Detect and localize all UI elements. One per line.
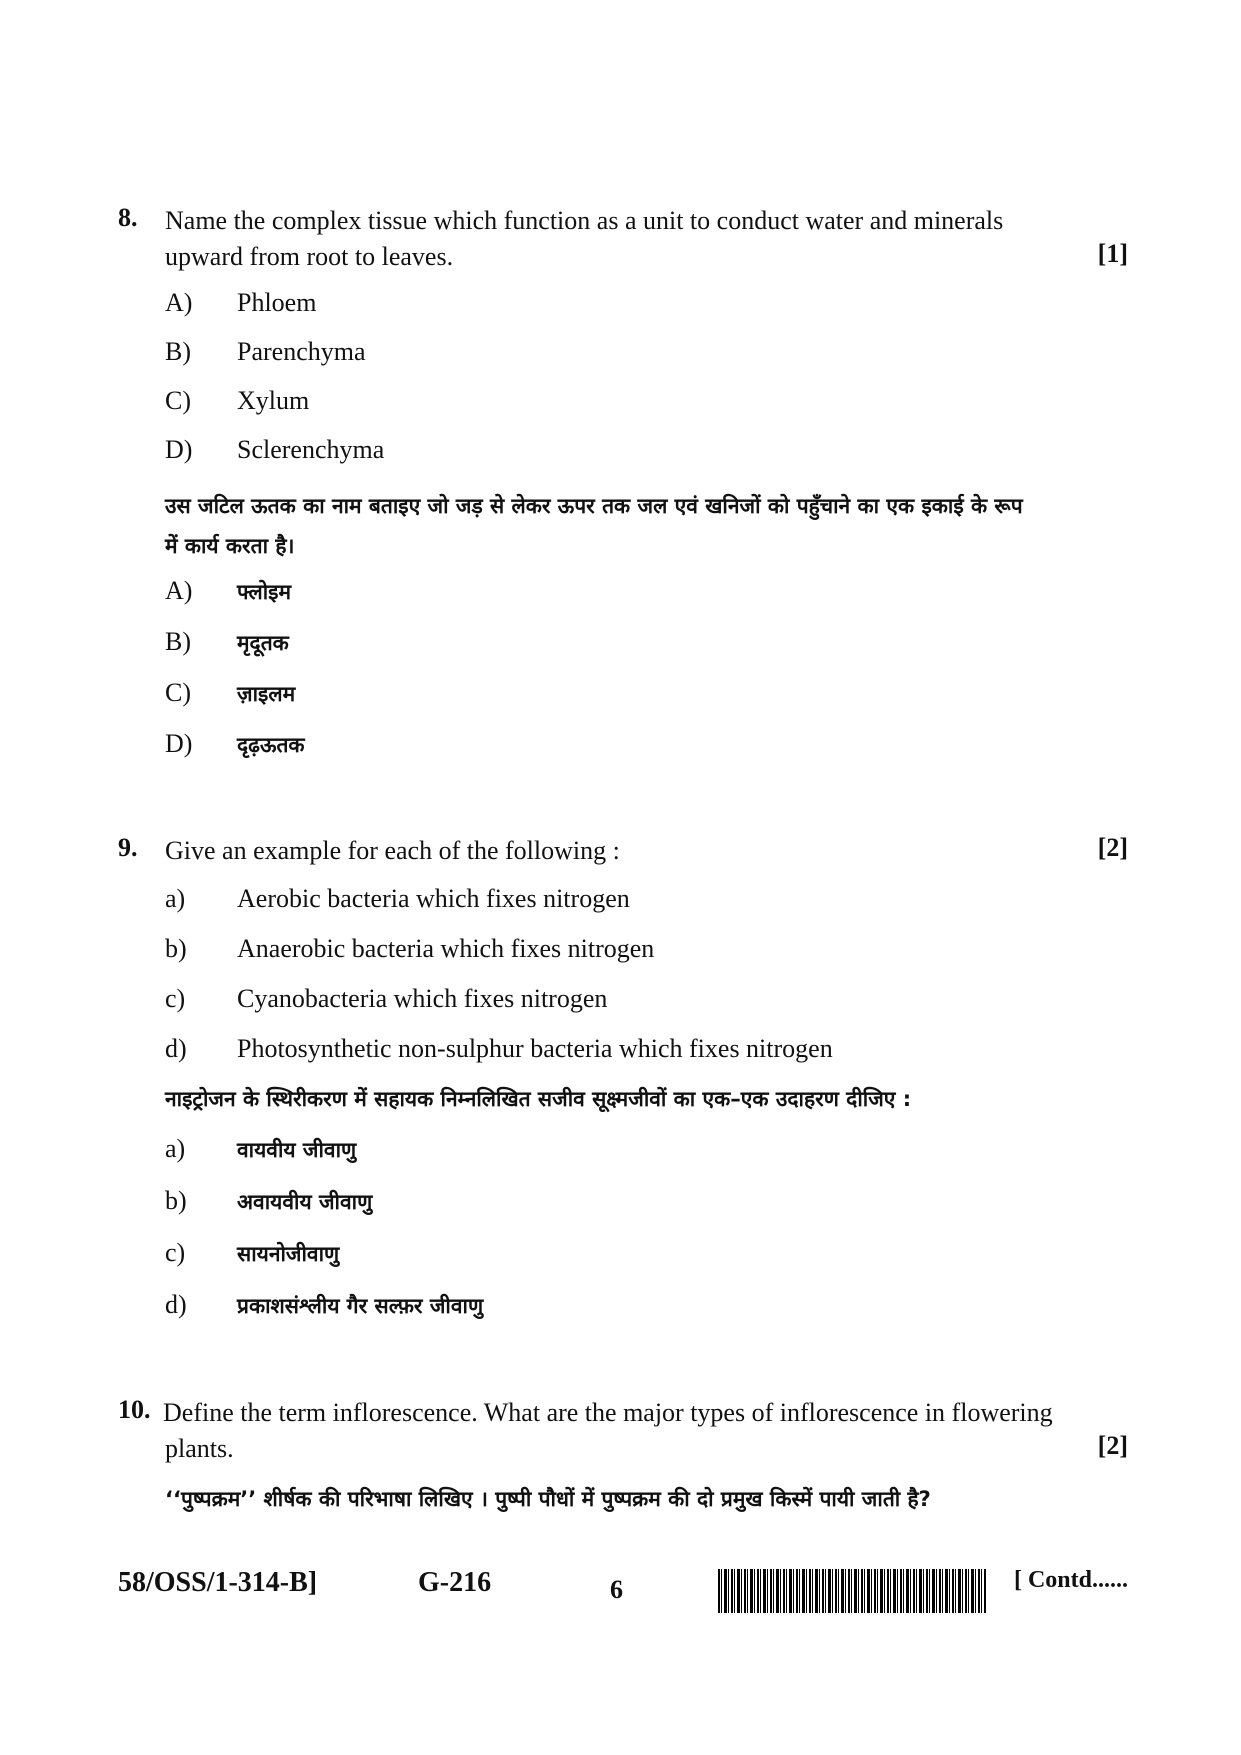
option-en-d: d) Photosynthetic non-sulphur bacteria which fixes nitrogen — [165, 1034, 833, 1063]
question-text-hindi: ‘‘पुष्पक्रम’’ शीर्षक की परिभाषा लिखिए । पुष्पी पौधों में पुष्पक्रम की दो प्रमुख किस्में पायी जाती है? — [165, 1487, 931, 1511]
question-number: 10. — [118, 1395, 151, 1424]
question-number: 8. — [118, 203, 138, 232]
option-en-b: b) Anaerobic bacteria which fixes nitrogen — [165, 934, 655, 963]
option-en-c: c) Cyanobacteria which fixes nitrogen — [165, 984, 608, 1013]
marks: [1] — [1097, 239, 1128, 268]
option-en-a: a) Aerobic bacteria which fixes nitrogen — [165, 884, 630, 913]
option-hi-d: D) दृढ़ऊतक — [165, 729, 305, 758]
option-hi-a: A) फ्लोइम — [165, 576, 292, 605]
series-code: G-216 — [418, 1567, 492, 1598]
question-text-hindi: नाइट्रोजन के स्थिरीकरण में सहायक निम्नलिखित सजीव सूक्ष्मजीवों का एक–एक उदाहरण दीजिए : — [165, 1087, 912, 1111]
question-text-hindi: उस जटिल ऊतक का नाम बताइए जो जड़ से लेकर ऊपर तक जल एवं खनिजों को पहुँचाने का एक इकाई के रूप में कार्य करता है। — [165, 494, 1023, 558]
option-en-b: B) Parenchyma — [165, 337, 366, 366]
question-text: Define the term inflorescence. What are the major types of inflorescence in flowering plants. — [163, 1398, 1053, 1463]
option-hi-c: c) सायनोजीवाणु — [165, 1238, 340, 1267]
option-en-a: A) Phloem — [165, 288, 317, 317]
page-number: 6 — [610, 1575, 623, 1604]
question-text: Give an example for each of the following : — [165, 836, 620, 865]
option-hi-b: b) अवायवीय जीवाणु — [165, 1186, 373, 1215]
barcode — [718, 1569, 986, 1613]
marks: [2] — [1097, 1431, 1128, 1460]
question-text: Name the complex tissue which function as a unit to conduct water and minerals upward from root to leaves. — [165, 206, 1004, 271]
option-en-c: C) Xylum — [165, 386, 310, 415]
page-footer — [118, 1563, 1128, 1613]
option-hi-c: C) ज़ाइलम — [165, 678, 296, 707]
option-en-d: D) Sclerenchyma — [165, 435, 385, 464]
paper-code: 58/OSS/1-314-B] — [118, 1567, 318, 1598]
continued-label: [ Contd...... — [1013, 1567, 1128, 1593]
option-hi-d: d) प्रकाशसंश्लीय गैर सल्फ़र जीवाणु — [165, 1290, 484, 1319]
option-hi-b: B) मृदूतक — [165, 627, 289, 656]
question-number: 9. — [118, 833, 138, 862]
marks: [2] — [1097, 833, 1128, 862]
option-hi-a: a) वायवीय जीवाणु — [165, 1134, 357, 1163]
